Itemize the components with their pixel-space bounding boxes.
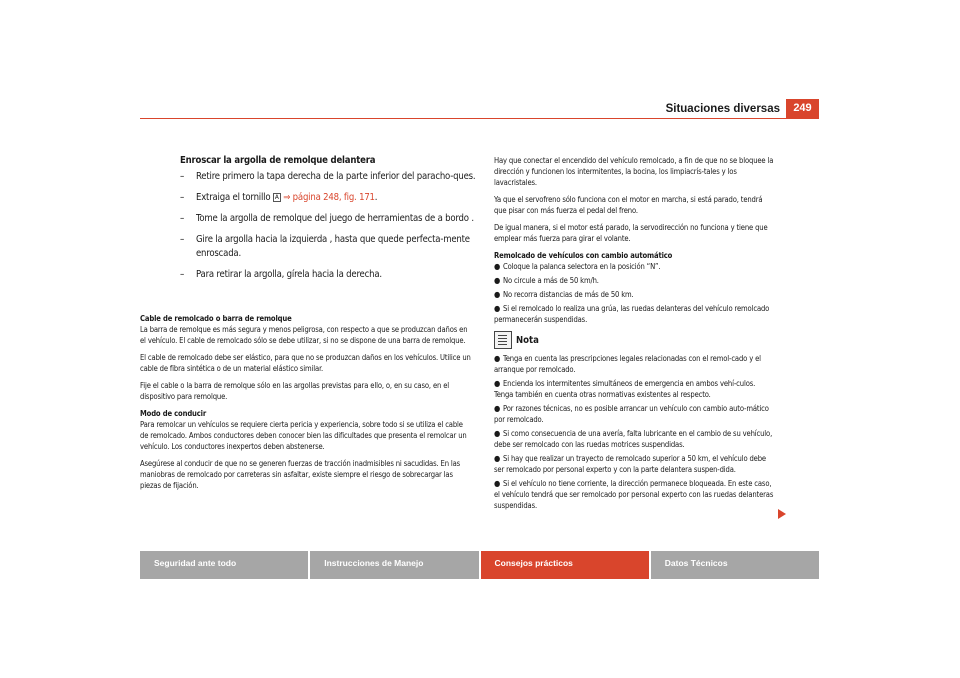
paragraph: La barra de remolque es más segura y menos peligrosa, con respecto a que se produzcan daños en el vehículo. El cable de remolcado sólo se debe utilizar, si no se dispone de una barra de remolque. xyxy=(140,325,468,345)
list-item: ● Tenga en cuenta las prescripciones legales relacionadas con el remol-cado y el arranque por remolcado. xyxy=(494,354,761,374)
step-item: – Extraiga el tornillo A ⇒ página 248, fig. 171. xyxy=(180,192,378,203)
paragraph: Hay que conectar el encendido del vehículo remolcado, a fin de que no se bloquee la dirección y funcionen los intermitentes, la bocina, los limpiacrís-tales y los lavacristales. xyxy=(494,156,774,187)
step-item: – Para retirar la argolla, gírela hacia la derecha. xyxy=(180,269,382,280)
step-item: – Tome la argolla de remolque del juego de herramientas de a bordo . xyxy=(180,213,474,224)
automatic-heading: Remolcado de vehículos con cambio automático xyxy=(494,251,673,260)
driving-heading: Modo de conducir xyxy=(140,409,207,418)
tab-instrucciones[interactable]: Instrucciones de Manejo xyxy=(310,551,478,579)
towing-info-column xyxy=(140,313,473,497)
left-column xyxy=(180,155,480,289)
right-column xyxy=(494,155,776,514)
section-title: Situaciones diversas xyxy=(665,103,780,115)
tab-consejos[interactable]: Consejos prácticos xyxy=(481,551,649,579)
tab-seguridad[interactable]: Seguridad ante todo xyxy=(140,551,308,579)
header-rule xyxy=(140,118,819,119)
list-item: ● Encienda los intermitentes simultáneos de emergencia en ambos vehí-culos. Tenga también en cuenta otras normativas existentes al respecto. xyxy=(494,379,756,399)
step-item: – Retire primero la tapa derecha de la parte inferior del paracho-ques. xyxy=(180,171,476,182)
paragraph: Fije el cable o la barra de remolque sólo en las argollas previstas para ello, o, en su caso, en el dispositivo para remolque. xyxy=(140,381,449,401)
list-item: ● Por razones técnicas, no es posible arrancar un vehículo con cambio auto-mático por remolcado. xyxy=(494,404,769,424)
list-item: ● Si el remolcado lo realiza una grúa, las ruedas delanteras del vehículo remolcado permanecerán suspendidas. xyxy=(494,304,770,324)
paragraph: Asegúrese al conducir de que no se generen fuerzas de tracción inadmisibles ni sacudidas. En las maniobras de remolcado por carreteras sin asfaltar, existe siempre el riesgo de sobrecargar las piezas de fijación. xyxy=(140,459,461,490)
paragraph: Ya que el servofreno sólo funciona con el motor en marcha, si está parado, tendrá que pisar con más fuerza el pedal del freno. xyxy=(494,195,763,215)
list-item: ● No circule a más de 50 km/h. xyxy=(494,276,599,285)
footer-nav xyxy=(140,551,819,579)
step-item: – Gire la argolla hacia la izquierda , hasta que quede perfecta-mente enroscada. xyxy=(180,234,470,259)
section-heading: Enroscar la argolla de remolque delantera xyxy=(180,155,376,166)
paragraph: El cable de remolcado debe ser elástico, para que no se produzcan daños en los vehículos. Utilice un cable de fibra sintética o de un material elástico similar. xyxy=(140,353,471,373)
page-number-badge: 249 xyxy=(786,99,819,118)
cable-heading: Cable de remolcado o barra de remolque xyxy=(140,314,292,323)
list-item: ● No recorra distancias de más de 50 km. xyxy=(494,290,634,299)
list-item: ● Coloque la palanca selectora en la posición “N”. xyxy=(494,262,661,271)
note-label: Nota xyxy=(516,334,539,346)
note-header xyxy=(494,331,776,349)
list-item: ● Si el vehículo no tiene corriente, la dirección permanece bloqueada. En este caso, el vehículo tendrá que ser remolcado por personal experto con las ruedas delanteras suspendidas. xyxy=(494,479,774,510)
tab-datos-tecnicos[interactable]: Datos Técnicos xyxy=(651,551,819,579)
paragraph: De igual manera, si el motor está parado, la servodirección no funciona y tiene que emplear más fuerza para girar el volante. xyxy=(494,223,768,243)
key-a-icon: A xyxy=(274,193,279,201)
page-reference-link[interactable]: ⇒ página 248, fig. 171 xyxy=(283,192,375,203)
list-item: ● Si hay que realizar un trayecto de remolcado superior a 50 km, el vehículo debe ser remolcado por personal experto y con la parte delantera suspen-dida. xyxy=(494,454,766,474)
next-page-arrow-icon[interactable] xyxy=(778,509,786,519)
note-icon xyxy=(494,331,512,349)
list-item: ● Si como consecuencia de una avería, falta lubricante en el cambio de su vehículo, debe ser remolcado con las ruedas motrices suspendidas. xyxy=(494,429,773,449)
paragraph: Para remolcar un vehículos se requiere cierta pericia y experiencia, sobre todo si se utiliza el cable de remolcado. Ambos conductores deben conocer bien las dificultades que presenta el remolcar un vehículo. Los conductores inexpertos deben abstenerse. xyxy=(140,420,467,451)
